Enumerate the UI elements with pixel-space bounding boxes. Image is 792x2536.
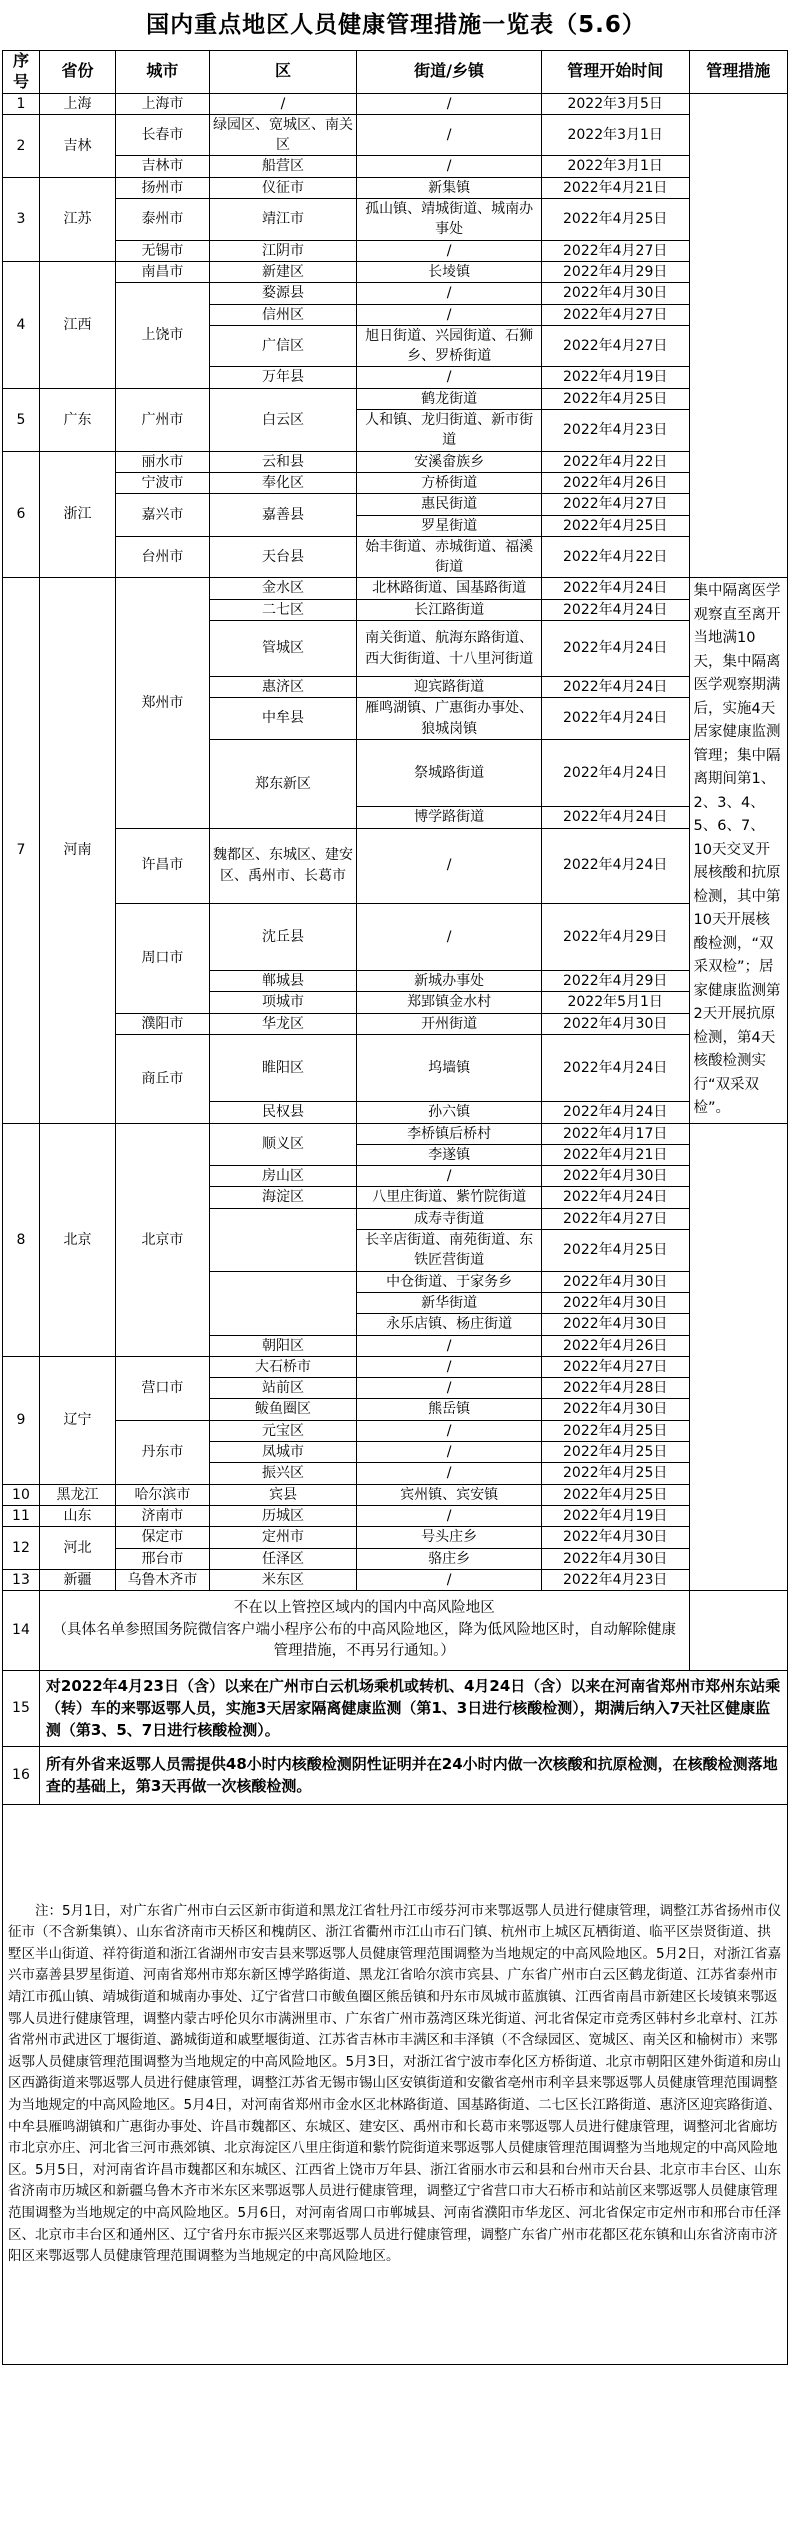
- district-cell: 郑东新区: [209, 739, 357, 828]
- row-number: 15: [3, 1671, 40, 1747]
- district-cell: 振兴区: [209, 1463, 357, 1484]
- start-date-cell: 2022年4月24日: [541, 739, 689, 806]
- table-row: [3, 1123, 788, 1144]
- district-cell: 元宝区: [209, 1420, 357, 1441]
- district-cell: 海淀区: [209, 1187, 357, 1208]
- province-cell: 河南: [39, 578, 115, 1123]
- street-cell: /: [357, 1378, 542, 1399]
- street-cell: 李遂镇: [357, 1144, 542, 1165]
- district-cell: 万年县: [209, 367, 357, 388]
- start-date-cell: 2022年4月24日: [541, 621, 689, 677]
- start-date-cell: 2022年5月1日: [541, 992, 689, 1013]
- table-row: [3, 199, 788, 241]
- street-cell: 惠民街道: [357, 494, 542, 515]
- start-date-cell: 2022年4月17日: [541, 1123, 689, 1144]
- table-row: [3, 472, 788, 493]
- header-street: 街道/乡镇: [357, 51, 542, 94]
- start-date-cell: 2022年4月24日: [541, 807, 689, 828]
- district-cell: 魏都区、东城区、建安区、禹州市、长葛市: [209, 828, 357, 903]
- district-cell: 站前区: [209, 1378, 357, 1399]
- header-num: 序号: [3, 51, 40, 94]
- district-cell: 顺义区: [209, 1123, 357, 1166]
- province-cell: 吉林: [39, 114, 115, 177]
- street-cell: /: [357, 1463, 542, 1484]
- start-date-cell: 2022年4月25日: [541, 515, 689, 536]
- district-cell: 新建区: [209, 261, 357, 282]
- street-cell: 中仓街道、于家务乡: [357, 1271, 542, 1292]
- start-date-cell: 2022年4月27日: [541, 1208, 689, 1229]
- start-date-cell: 2022年4月23日: [541, 1569, 689, 1590]
- street-cell: 罗星街道: [357, 515, 542, 536]
- street-cell: 新城办事处: [357, 970, 542, 991]
- start-date-cell: 2022年4月23日: [541, 410, 689, 452]
- header-date: 管理开始时间: [541, 51, 689, 94]
- district-cell: 沈丘县: [209, 903, 357, 970]
- header-city: 城市: [116, 51, 210, 94]
- district-cell: 船营区: [209, 156, 357, 177]
- start-date-cell: 2022年4月19日: [541, 1505, 689, 1526]
- measure-empty-cell: [689, 93, 787, 578]
- street-cell: 雁鸣湖镇、广惠街办事处、狼城岗镇: [357, 698, 542, 740]
- start-date-cell: 2022年4月21日: [541, 177, 689, 198]
- street-cell: 号头庄乡: [357, 1527, 542, 1548]
- start-date-cell: 2022年4月30日: [541, 1292, 689, 1313]
- district-cell: 奉化区: [209, 472, 357, 493]
- header-measure: 管理措施: [689, 51, 787, 94]
- district-cell: 鲅鱼圈区: [209, 1399, 357, 1420]
- city-cell: 许昌市: [116, 828, 210, 903]
- street-cell: 长辛店街道、南苑街道、东铁匠营街道: [357, 1230, 542, 1272]
- district-cell: 婺源县: [209, 283, 357, 304]
- street-cell: 始丰街道、赤城街道、福溪街道: [357, 536, 542, 578]
- street-cell: 熊岳镇: [357, 1399, 542, 1420]
- start-date-cell: 2022年4月30日: [541, 283, 689, 304]
- city-cell: 濮阳市: [116, 1013, 210, 1034]
- district-cell: 二七区: [209, 599, 357, 620]
- street-cell: /: [357, 828, 542, 903]
- row-number: 3: [3, 177, 40, 261]
- street-cell: 开州街道: [357, 1013, 542, 1034]
- row-number: 1: [3, 93, 40, 114]
- start-date-cell: 2022年4月30日: [541, 1314, 689, 1335]
- street-cell: /: [357, 1335, 542, 1356]
- table-row: [3, 1356, 788, 1377]
- district-cell: 大石桥市: [209, 1356, 357, 1377]
- street-cell: 坞墙镇: [357, 1034, 542, 1101]
- district-cell: 宾县: [209, 1484, 357, 1505]
- city-cell: 邢台市: [116, 1548, 210, 1569]
- start-date-cell: 2022年4月27日: [541, 325, 689, 367]
- row-number: 10: [3, 1484, 40, 1505]
- district-cell: 米东区: [209, 1569, 357, 1590]
- row-number: 13: [3, 1569, 40, 1590]
- district-cell: 绿园区、宽城区、南关区: [209, 114, 357, 156]
- table-row: [3, 536, 788, 578]
- district-cell: 项城市: [209, 992, 357, 1013]
- start-date-cell: 2022年4月30日: [541, 1166, 689, 1187]
- street-cell: 骆庄乡: [357, 1548, 542, 1569]
- city-cell: 营口市: [116, 1356, 210, 1420]
- table-row: [3, 1527, 788, 1548]
- city-cell: 泰州市: [116, 199, 210, 241]
- province-cell: 新疆: [39, 1569, 115, 1590]
- start-date-cell: 2022年4月30日: [541, 1399, 689, 1420]
- start-date-cell: 2022年4月27日: [541, 240, 689, 261]
- city-cell: 郑州市: [116, 578, 210, 828]
- start-date-cell: 2022年4月25日: [541, 1484, 689, 1505]
- start-date-cell: 2022年4月21日: [541, 1144, 689, 1165]
- province-cell: 河北: [39, 1527, 115, 1570]
- province-cell: 广东: [39, 388, 115, 451]
- street-cell: 长堎镇: [357, 261, 542, 282]
- table-row: [3, 1420, 788, 1441]
- city-cell: 丽水市: [116, 451, 210, 472]
- start-date-cell: 2022年4月30日: [541, 1548, 689, 1569]
- start-date-cell: 2022年4月25日: [541, 388, 689, 409]
- street-cell: 成寿寺街道: [357, 1208, 542, 1229]
- row-number: 11: [3, 1505, 40, 1526]
- table-row: [3, 261, 788, 282]
- start-date-cell: 2022年4月19日: [541, 367, 689, 388]
- start-date-cell: 2022年4月30日: [541, 1527, 689, 1548]
- city-cell: 嘉兴市: [116, 494, 210, 537]
- table-row: [3, 1746, 788, 1804]
- start-date-cell: 2022年4月29日: [541, 903, 689, 970]
- street-cell: /: [357, 1442, 542, 1463]
- start-date-cell: 2022年3月5日: [541, 93, 689, 114]
- table-row: [3, 1484, 788, 1505]
- district-cell: 嘉善县: [209, 494, 357, 537]
- street-cell: 永乐店镇、杨庄街道: [357, 1314, 542, 1335]
- table-row: [3, 1034, 788, 1101]
- district-cell: [209, 1271, 357, 1335]
- table-row: [3, 156, 788, 177]
- health-measures-table: [2, 50, 788, 2365]
- district-cell: 仪征市: [209, 177, 357, 198]
- street-cell: 方桥街道: [357, 472, 542, 493]
- street-cell: 长江路街道: [357, 599, 542, 620]
- table-row: [3, 1013, 788, 1034]
- street-cell: 孤山镇、靖城街道、城南办事处: [357, 199, 542, 241]
- row-number: 6: [3, 451, 40, 578]
- district-cell: 房山区: [209, 1166, 357, 1187]
- district-cell: 华龙区: [209, 1013, 357, 1034]
- start-date-cell: 2022年4月24日: [541, 828, 689, 903]
- row-number: 5: [3, 388, 40, 451]
- street-cell: /: [357, 93, 542, 114]
- table-row: [3, 1671, 788, 1747]
- city-cell: 北京市: [116, 1123, 210, 1356]
- district-cell: 定州市: [209, 1527, 357, 1548]
- start-date-cell: 2022年3月1日: [541, 114, 689, 156]
- table-row: [3, 451, 788, 472]
- street-cell: 孙六镇: [357, 1102, 542, 1123]
- street-cell: 宾州镇、宾安镇: [357, 1484, 542, 1505]
- street-cell: 鹤龙街道: [357, 388, 542, 409]
- start-date-cell: 2022年4月27日: [541, 304, 689, 325]
- district-cell: 金水区: [209, 578, 357, 599]
- district-cell: 白云区: [209, 388, 357, 451]
- city-cell: 长春市: [116, 114, 210, 156]
- province-cell: 黑龙江: [39, 1484, 115, 1505]
- street-cell: /: [357, 1356, 542, 1377]
- city-cell: 南昌市: [116, 261, 210, 282]
- district-cell: 惠济区: [209, 677, 357, 698]
- district-cell: 中牟县: [209, 698, 357, 740]
- table-row: [3, 828, 788, 903]
- start-date-cell: 2022年4月26日: [541, 472, 689, 493]
- start-date-cell: 2022年4月22日: [541, 536, 689, 578]
- city-cell: 吉林市: [116, 156, 210, 177]
- city-cell: 乌鲁木齐市: [116, 1569, 210, 1590]
- table-row: [3, 114, 788, 156]
- street-cell: 郑郢镇金水村: [357, 992, 542, 1013]
- street-cell: /: [357, 114, 542, 156]
- start-date-cell: 2022年4月25日: [541, 1230, 689, 1272]
- street-cell: /: [357, 283, 542, 304]
- province-cell: 上海: [39, 93, 115, 114]
- district-cell: 天台县: [209, 536, 357, 578]
- row-number: 4: [3, 261, 40, 388]
- street-cell: 祭城路街道: [357, 739, 542, 806]
- start-date-cell: 2022年4月27日: [541, 494, 689, 515]
- district-cell: 历城区: [209, 1505, 357, 1526]
- province-cell: 北京: [39, 1123, 115, 1356]
- row-number: 14: [3, 1591, 40, 1671]
- district-cell: 广信区: [209, 325, 357, 367]
- district-cell: 凤城市: [209, 1442, 357, 1463]
- city-cell: 保定市: [116, 1527, 210, 1548]
- henan-measure-cell: 集中隔离医学观察直至离开当地满10天，集中隔离医学观察期满后，实施4天居家健康监测管理；集中隔离期间第1、2、3、4、5、6、7、10天交叉开展核酸和抗原检测，其中第10天开展核酸检测，“双采双检”；居家健康监测第2天开展抗原检测，第4天核酸检测实行“双采双检”。: [689, 578, 787, 1123]
- district-cell: 郸城县: [209, 970, 357, 991]
- start-date-cell: 2022年4月28日: [541, 1378, 689, 1399]
- street-cell: /: [357, 1569, 542, 1590]
- measure-empty-cell: [689, 1123, 787, 1591]
- table-row: [3, 1591, 788, 1671]
- start-date-cell: 2022年4月29日: [541, 970, 689, 991]
- start-date-cell: 2022年4月30日: [541, 1013, 689, 1034]
- city-cell: 无锡市: [116, 240, 210, 261]
- guangzhou-zhengzhou-travel-rule: 对2022年4月23日（含）以来在广州市白云机场乘机或转机、4月24日（含）以来在河南省郑州市郑州东站乘（转）车的来鄂返鄂人员，实施3天居家隔离健康监测（第1、3日进行核酸检测），期满后纳入7天社区健康监测（第3、5、7日进行核酸检测）。: [39, 1671, 787, 1747]
- street-cell: 安溪畲族乡: [357, 451, 542, 472]
- start-date-cell: 2022年4月24日: [541, 1187, 689, 1208]
- start-date-cell: 2022年4月27日: [541, 1356, 689, 1377]
- row-number: 12: [3, 1527, 40, 1570]
- district-cell: [209, 1208, 357, 1271]
- row-number: 16: [3, 1746, 40, 1804]
- start-date-cell: 2022年4月30日: [541, 1271, 689, 1292]
- district-cell: 信州区: [209, 304, 357, 325]
- out-of-province-testing-rule: 所有外省来返鄂人员需提供48小时内核酸检测阴性证明并在24小时内做一次核酸和抗原检测，在核酸检测落地查的基础上，第3天再做一次核酸检测。: [39, 1746, 787, 1804]
- row-number: 8: [3, 1123, 40, 1356]
- street-cell: 新集镇: [357, 177, 542, 198]
- city-cell: 哈尔滨市: [116, 1484, 210, 1505]
- table-row: [3, 388, 788, 409]
- province-cell: 山东: [39, 1505, 115, 1526]
- table-row: [3, 578, 788, 599]
- province-cell: 辽宁: [39, 1356, 115, 1484]
- street-cell: /: [357, 1505, 542, 1526]
- table-row: [3, 1569, 788, 1590]
- street-cell: /: [357, 903, 542, 970]
- district-cell: 任泽区: [209, 1548, 357, 1569]
- street-cell: 人和镇、龙归街道、新市街道: [357, 410, 542, 452]
- city-cell: 丹东市: [116, 1420, 210, 1484]
- row-number: 2: [3, 114, 40, 177]
- street-cell: /: [357, 156, 542, 177]
- start-date-cell: 2022年4月25日: [541, 199, 689, 241]
- province-cell: 江苏: [39, 177, 115, 261]
- row-number: 7: [3, 578, 40, 1123]
- street-cell: /: [357, 1420, 542, 1441]
- street-cell: 新华街道: [357, 1292, 542, 1313]
- district-cell: 云和县: [209, 451, 357, 472]
- start-date-cell: 2022年4月25日: [541, 1442, 689, 1463]
- street-cell: /: [357, 1166, 542, 1187]
- start-date-cell: 2022年4月25日: [541, 1463, 689, 1484]
- measure-empty-cell: [689, 1591, 787, 1671]
- table-header-row: [3, 51, 788, 94]
- start-date-cell: 2022年3月1日: [541, 156, 689, 177]
- province-cell: 浙江: [39, 451, 115, 578]
- start-date-cell: 2022年4月26日: [541, 1335, 689, 1356]
- table-row: [3, 494, 788, 515]
- city-cell: 周口市: [116, 903, 210, 1013]
- row-number: 9: [3, 1356, 40, 1484]
- street-cell: 李桥镇后桥村: [357, 1123, 542, 1144]
- city-cell: 济南市: [116, 1505, 210, 1526]
- district-cell: 江阴市: [209, 240, 357, 261]
- street-cell: /: [357, 367, 542, 388]
- header-province: 省份: [39, 51, 115, 94]
- table-row: [3, 177, 788, 198]
- district-cell: 睢阳区: [209, 1034, 357, 1101]
- street-cell: 博学路街道: [357, 807, 542, 828]
- table-row: [3, 1804, 788, 2364]
- city-cell: 台州市: [116, 536, 210, 578]
- district-cell: /: [209, 93, 357, 114]
- page-title: 国内重点地区人员健康管理措施一览表（5.6）: [146, 12, 646, 38]
- city-cell: 宁波市: [116, 472, 210, 493]
- table-row: [3, 1548, 788, 1569]
- street-cell: /: [357, 304, 542, 325]
- table-row: [3, 240, 788, 261]
- street-cell: 八里庄街道、紫竹院街道: [357, 1187, 542, 1208]
- start-date-cell: 2022年4月25日: [541, 1420, 689, 1441]
- city-cell: 上饶市: [116, 283, 210, 388]
- street-cell: 北林路街道、国基路街道: [357, 578, 542, 599]
- header-district: 区: [209, 51, 357, 94]
- street-cell: /: [357, 240, 542, 261]
- start-date-cell: 2022年4月22日: [541, 451, 689, 472]
- street-cell: 旭日街道、兴园街道、石狮乡、罗桥街道: [357, 325, 542, 367]
- table-row: [3, 903, 788, 970]
- city-cell: 广州市: [116, 388, 210, 451]
- province-cell: 江西: [39, 261, 115, 388]
- street-cell: 迎宾路街道: [357, 677, 542, 698]
- start-date-cell: 2022年4月24日: [541, 1102, 689, 1123]
- start-date-cell: 2022年4月29日: [541, 261, 689, 282]
- city-cell: 上海市: [116, 93, 210, 114]
- start-date-cell: 2022年4月24日: [541, 599, 689, 620]
- other-risk-areas-note: 不在以上管控区域内的国内中高风险地区 （具体名单参照国务院微信客户端小程序公布的中高风险地区，降为低风险地区时，自动解除健康管理措施，不再另行通知。）: [39, 1591, 689, 1671]
- start-date-cell: 2022年4月24日: [541, 578, 689, 599]
- table-row: [3, 1505, 788, 1526]
- district-cell: 靖江市: [209, 199, 357, 241]
- city-cell: 扬州市: [116, 177, 210, 198]
- city-cell: 商丘市: [116, 1034, 210, 1123]
- start-date-cell: 2022年4月24日: [541, 677, 689, 698]
- start-date-cell: 2022年4月24日: [541, 1034, 689, 1101]
- table-row: [3, 283, 788, 304]
- table-row: [3, 93, 788, 114]
- start-date-cell: 2022年4月24日: [541, 698, 689, 740]
- district-cell: 管城区: [209, 621, 357, 677]
- district-cell: 朝阳区: [209, 1335, 357, 1356]
- street-cell: 南关街道、航海东路街道、西大街街道、十八里河街道: [357, 621, 542, 677]
- district-cell: 民权县: [209, 1102, 357, 1123]
- policy-adjustment-notes: 注：5月1日，对广东省广州市白云区新市街道和黑龙江省牡丹江市绥芬河市来鄂返鄂人员进行健康管理，调整江苏省扬州市仪征市（不含新集镇）、山东省济南市天桥区和槐荫区、浙江省衢州市江山市石门镇、杭州市上城区瓦栖街道、临平区崇贤街道、拱墅区半山街道、祥符街道和浙江省湖州市安吉县来鄂返鄂人员健康管理范围调整为当地规定的中高风险地区。5月2日，对浙江省嘉兴市嘉善县罗星街道、河南省郑州市郑东新区博学路街道、黑龙江省哈尔滨市宾县、广东省广州市白云区鹤龙街道、江苏省泰州市靖江市孤山镇、靖城街道和城南办事处、辽宁省营口市鲅鱼圈区熊岳镇和丹东市凤城市蓝旗镇、江西省南昌市新建区长堎镇来鄂返鄂人员进行健康管理，调整内蒙古呼伦贝尔市满洲里市、广东省广州市荔湾区珠光街道、河北省保定市竞秀区韩村乡北章村、江苏省常州市武进区丁堰街道、潞城街道和戚墅堰街道、江苏省吉林市丰满区和丰泽镇（不含绿园区、宽城区、南关区和榆树市）来鄂返鄂人员健康管理范围调整为当地规定的中高风险地区。5月3日，对浙江省宁波市奉化区方桥街道、北京市朝阳区建外街道和房山区西潞街道来鄂返鄂人员进行健康管理，调整江苏省无锡市锡山区安镇街道和安徽省亳州市利辛县来鄂返鄂人员健康管理范围调整为当地规定的中高风险地区。5月4日，对河南省郑州市金水区北林路街道、国基路街道、二七区长江路街道、惠济区迎宾路街道、中牟县雁鸣湖镇和广惠街办事处、许昌市魏都区、东城区、建安区、禹州市和长葛市来鄂返鄂人员进行健康管理，调整河北省廊坊市北京亦庄、河北省三河市燕郊镇、北京海淀区八里庄街道和紫竹院街道来鄂返鄂人员健康管理范围调整为当地规定的中高风险地区。5月5日，对河南省许昌市魏都区和东城区、江西省上饶市万年县、浙江省丽水市云和县和台州市天台县、北京市丰台区、山东省济南市历城区和新疆乌鲁木齐市米东区来鄂返鄂人员进行健康管理，调整辽宁省营口市大石桥市和站前区来鄂返鄂人员健康管理范围调整为当地规定的中高风险地区。5月6日，对河南省周口市郸城县、河南省濮阳市华龙区、河北省保定市定州市和邢台市任泽区、北京市丰台区和通州区、辽宁省丹东市振兴区来鄂返鄂人员进行健康管理，调整广东省广州市花都区花东镇和山东省济南市济阳区来鄂返鄂人员健康管理范围调整为当地规定的中高风险地区。: [3, 1804, 788, 2364]
